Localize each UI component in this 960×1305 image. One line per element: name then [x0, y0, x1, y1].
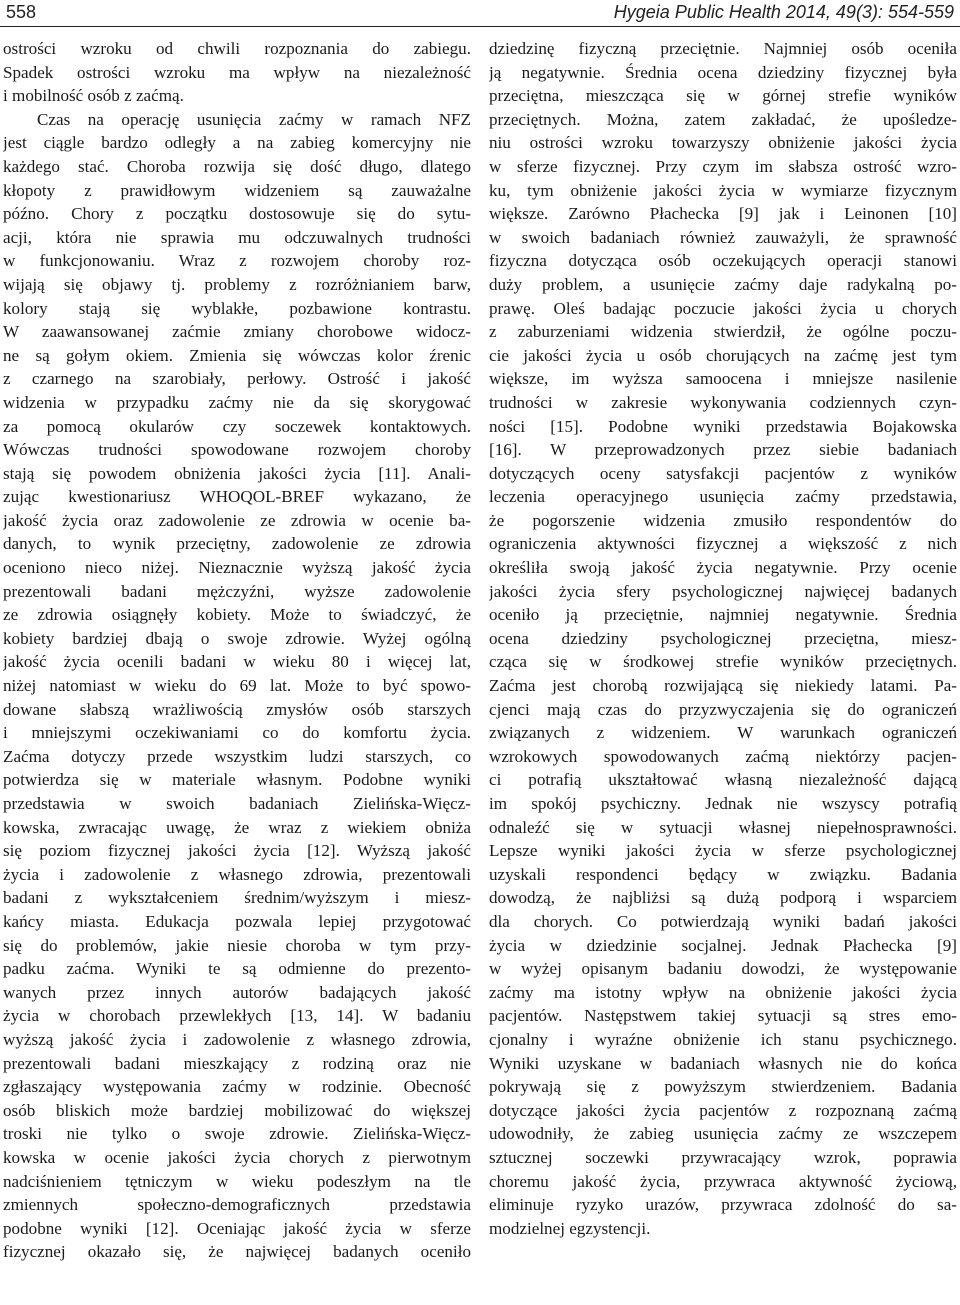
text-line: niu ostrości wzroku towarzyszy obniżenie jakości życia	[489, 133, 957, 153]
text-line: z czarnego na szarobiały, perłowy. Ostrość i jakość	[3, 369, 471, 389]
text-line: za pomocą okularów czy soczewek kontaktowych.	[3, 416, 471, 436]
text-line: duży problem, a usunięcie zaćmy daje radykalną po-	[489, 274, 957, 294]
text-line: acji, która nie sprawia mu odczuwalnych trudności	[3, 227, 471, 247]
text-line: trudności w zakresie wykonywania codziennych czyn-	[489, 392, 957, 412]
text-line: wanych przez innych autorów badających jakość	[3, 982, 471, 1002]
text-line: zmiennych społeczno-demograficznych przedstawia	[3, 1195, 471, 1215]
text-line: i mobilność osób z zaćmą.	[3, 86, 184, 106]
left-text-column	[3, 37, 471, 1264]
text-line: późno. Chory z początku dostosowuje się do sytu-	[3, 204, 471, 224]
text-line: fizycznej okazało się, że najwięcej badanych oceniło	[3, 1242, 471, 1262]
text-line: Wyniki uzyskane w badaniach własnych nie do końca	[489, 1053, 957, 1073]
page-number: 558	[6, 1, 37, 22]
text-line: każdego stać. Choroba rozwija się dość długo, dlatego	[3, 156, 471, 176]
text-line: ocena dziedziny psychologicznej przeciętna, miesz-	[489, 628, 957, 648]
text-line: zgłaszający występowania zaćmy w rodzinie. Obecność	[3, 1077, 471, 1097]
text-line: cząca się w środkowej strefie wyników przeciętnych.	[489, 652, 957, 672]
text-line: w swoich badaniach również zauważyli, że sprawność	[489, 227, 957, 247]
text-line: wijają się objawy tj. problemy z rozróżnianiem barw,	[3, 274, 471, 294]
text-line: ne są gołym okiem. Zmienia się wówczas kolor źrenic	[3, 345, 471, 365]
text-line: Zaćma dotyczy przede wszystkim ludzi starszych, co	[3, 746, 471, 766]
text-line: danych, to wynik przeciętny, zadowolenie ze zdrowia	[3, 534, 471, 554]
text-line: choremu jakość życia, przywraca aktywność życiową,	[489, 1171, 957, 1191]
text-line: przedstawia w swoich badaniach Zielińska-Więcz-	[3, 794, 471, 813]
text-line: jakość życia oraz zadowolenie ze zdrowia w ocenie ba-	[3, 510, 471, 530]
text-line: ku, tym obniżenie jakości życia w wymiarze fizycznym	[489, 180, 957, 200]
text-line: potwierdza się w materiale własnym. Podobne wyniki	[3, 770, 471, 790]
text-line: udowodniły, że zabieg usunięcia zaćmy ze wszczepem	[489, 1124, 957, 1144]
text-line: jest ciągle bardzo odległy a na zabieg komercyjny nie	[3, 133, 471, 153]
text-line: większe. Zarówno Płachecka [9] jak i Leinonen [10]	[489, 204, 957, 224]
text-line: podobne wyniki [12]. Oceniając jakość życia w sferze	[3, 1218, 471, 1238]
text-line: i mniejszymi oczekiwaniami co do komfortu życia.	[3, 723, 471, 743]
text-line: widzenia w przypadku zaćmy nie da się skorygować	[3, 392, 471, 412]
text-line: Spadek ostrości wzroku ma wpływ na niezależność	[3, 62, 471, 82]
right-text-column	[489, 37, 957, 1240]
text-line: że pogorszenie widzenia zmusiło respondentów do	[489, 510, 957, 530]
text-line: ności [15]. Podobne wyniki przedstawia Bojakowska	[489, 416, 957, 436]
text-line: prawę. Oleś badając poczucie jakości życia u chorych	[489, 298, 957, 318]
text-line: kolory stają się wyblakłe, pozbawione kontrastu.	[3, 298, 471, 318]
text-line: prezentowali badani mieszkający z rodziną oraz nie	[3, 1053, 471, 1073]
text-line: dowodzą, że najbliżsi są dużą podporą i wsparciem	[489, 888, 957, 908]
text-line: prezentowali badani mężczyźni, wyższe zadowolenie	[3, 581, 471, 601]
text-line: życia w chorobach przewlekłych [13, 14]. W badaniu	[3, 1006, 471, 1026]
text-line: życia w dziedzinie socjalnej. Jednak Płachecka [9]	[489, 935, 957, 955]
text-line: Zaćma jest chorobą rozwijającą się niekiedy latami. Pa-	[489, 676, 957, 696]
text-line: ze zdrowia osiągnęły kobiety. Może to świadczyć, że	[3, 605, 471, 625]
text-line: Lepsze wyniki jakości życia w sferze psychologicznej	[489, 841, 957, 861]
text-line: określiła swoją jakość życia negatywnie. Przy ocenie	[489, 558, 957, 578]
text-line: troski nie tylko o swoje zdrowie. Zielińska-Więcz-	[3, 1124, 471, 1144]
text-line: ci potrafią ukształtować własną niezależność dającą	[489, 770, 957, 790]
text-line: oceniło ją przeciętnie, najmniej negatywnie. Średnia	[489, 605, 957, 625]
text-line: badani z wykształceniem średnim/wyższym i miesz-	[3, 888, 471, 908]
text-line: sztucznej soczewki przywracający wzrok, poprawia	[489, 1147, 957, 1167]
journal-citation: Hygeia Public Health 2014, 49(3): 554-559	[613, 1, 954, 22]
text-line: się poziom fizycznej jakości życia [12]. Wyższą jakość	[3, 841, 471, 861]
text-line: leczenia operacyjnego usunięcia zaćmy przedstawia,	[489, 487, 957, 507]
text-line: w funkcjonowaniu. Wraz z rozwojem choroby roz-	[3, 251, 471, 271]
text-line: im spokój psychiczny. Jednak nie wszyscy potrafią	[489, 794, 957, 813]
text-line: dla chorych. Co potwierdzają wyniki badań jakości	[489, 911, 957, 931]
text-line: dotyczące jakości życia pacjentów z rozpoznaną zaćmą	[489, 1100, 957, 1120]
text-line: padku zaćma. Wyniki te są odmienne do prezento-	[3, 959, 471, 979]
text-line: fizyczna dotycząca osób oczekujących operacji stanowi	[489, 251, 957, 271]
text-line: w wyżej opisanym badaniu dowodzi, że występowanie	[489, 959, 957, 979]
text-line: nadciśnieniem tętniczym w wieku podeszłym na tle	[3, 1171, 471, 1191]
text-line: modzielnej egzystencji.	[489, 1218, 651, 1238]
text-line: jakość życia ocenili badani w wieku 80 i więcej lat,	[3, 652, 471, 672]
text-line: przeciętna, mieszcząca się w górnej strefie wyników	[489, 86, 957, 106]
text-line: zaćmy ma istotny wpływ na obniżenie jakości życia	[489, 982, 957, 1002]
text-line: większe, im wyższa samoocena i mniejsze nasilenie	[489, 369, 957, 389]
text-line: ograniczenia aktywności fizycznej a większość z nich	[489, 534, 957, 554]
text-line: się do problemów, jakie niesie choroba w tym przy-	[3, 935, 471, 955]
text-line: odnaleźć się w sytuacji własnej niepełnosprawności.	[489, 817, 957, 837]
text-line: dziedzinę fizyczną przeciętnie. Najmniej osób oceniła	[489, 39, 957, 58]
text-line: jakości życia sfery psychologicznej najwięcej badanych	[489, 581, 957, 601]
text-line: ostrości wzroku od chwili rozpoznania do zabiegu.	[3, 39, 471, 58]
text-line: zując kwestionariusz WHOQOL-BREF wykazano, że	[3, 487, 471, 507]
text-line: oceniono nieco niżej. Nieznacznie wyższą jakość życia	[3, 558, 471, 578]
text-line: ją negatywnie. Średnia ocena dziedziny fizycznej była	[489, 62, 957, 82]
text-line: wyższą jakość życia i zadowolenie z własnego zdrowia,	[3, 1029, 471, 1049]
header-rule	[0, 26, 960, 27]
text-line: W zaawansowanej zaćmie zmiany chorobowe widocz-	[3, 322, 471, 342]
text-line: kowska, zwracając uwagę, że wraz z wiekiem obniża	[3, 817, 471, 837]
text-line: cie jakości życia u osób chorujących na zaćmę jest tym	[489, 345, 957, 365]
text-line: pacjentów. Następstwem takiej sytuacji są stres emo-	[489, 1006, 957, 1026]
text-line: Czas na operację usunięcia zaćmy w ramach NFZ	[37, 109, 471, 129]
text-line: niżej natomiast w wieku do 69 lat. Może to być spowo-	[3, 676, 471, 696]
text-line: wzrokowych spowodowanych zaćmą niektórzy pacjen-	[489, 746, 957, 766]
text-line: dotyczących oceny satysfakcji pacjentów z wyników	[489, 463, 957, 483]
running-header	[6, 0, 954, 24]
text-line: kowska w ocenie jakości życia chorych z pierwotnym	[3, 1147, 471, 1167]
text-line: [16]. W przeprowadzonych przez siebie badaniach	[489, 440, 957, 460]
text-line: życia i zadowolenie z własnego zdrowia, prezentowali	[3, 864, 471, 884]
text-line: osób bliskich może bardziej mobilizować do większej	[3, 1100, 471, 1120]
text-line: z zaburzeniami widzenia stwierdził, że ogólne poczu-	[489, 322, 957, 342]
text-line: w sferze fizycznej. Przy czym im słabsza ostrość wzro-	[489, 156, 957, 176]
text-line: przeciętnych. Można, zatem zakładać, że upośledze-	[489, 109, 957, 129]
text-line: dowane słabszą wrażliwością zmysłów osób starszych	[3, 699, 471, 719]
text-line: cjonalny i wyraźne obniżenie ich stanu psychicznego.	[489, 1029, 957, 1049]
text-line: związanych z widzeniem. W warunkach ograniczeń	[489, 723, 957, 743]
text-line: stają się powodem obniżenia jakości życia [11]. Anali-	[3, 463, 471, 483]
text-line: kobiety bardziej dbają o swoje zdrowie. Wyżej ogólną	[3, 628, 471, 648]
text-line: kańcy miasta. Edukacja pozwala lepiej przygotować	[3, 911, 471, 931]
text-line: Wówczas trudności spowodowane rozwojem choroby	[3, 440, 471, 460]
text-line: kłopoty z prawidłowym widzeniem są zauważalne	[3, 180, 471, 200]
text-line: pokrywają się z powyższym stwierdzeniem. Badania	[489, 1077, 957, 1097]
text-line: uzyskali respondenci będący w związku. Badania	[489, 864, 957, 884]
text-line: cjenci mają czas do przyzwyczajenia się do ograniczeń	[489, 699, 957, 719]
text-line: eliminuje ryzyko urazów, przywraca zdolność do sa-	[489, 1195, 957, 1215]
